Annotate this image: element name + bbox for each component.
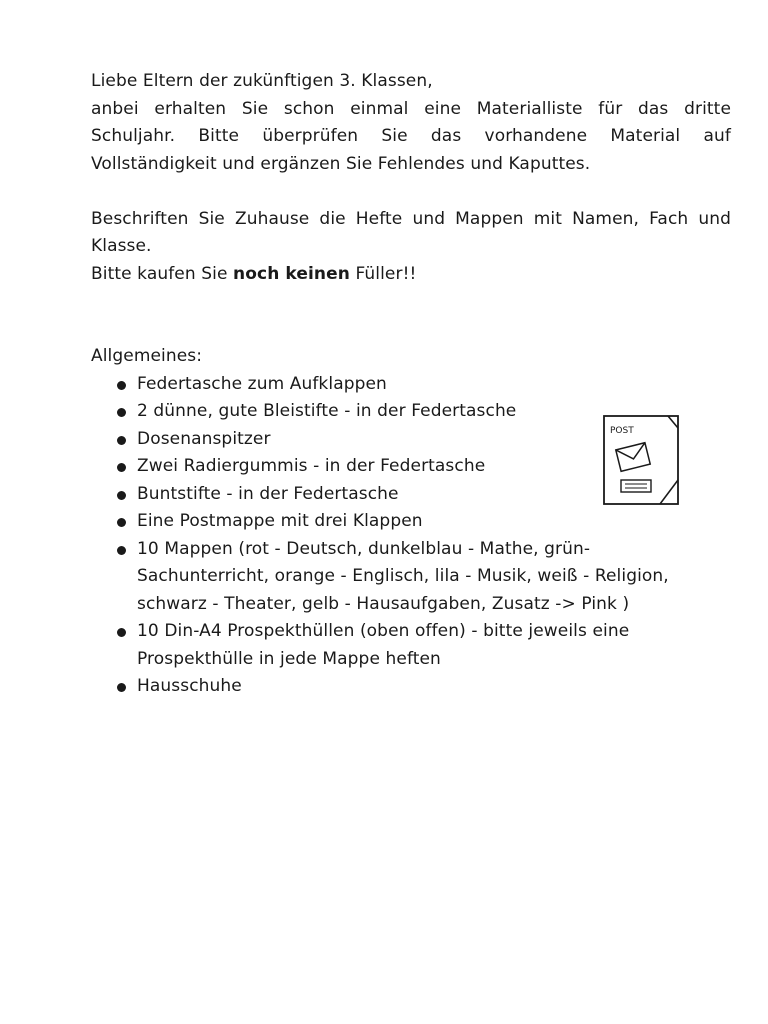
post-folder-icon	[602, 414, 680, 506]
list-item-line: 2 dünne, gute Bleistifte - in der Federtasche	[137, 401, 517, 421]
material-letter	[91, 68, 731, 701]
spacer	[91, 178, 731, 206]
address-label-icon	[621, 480, 651, 492]
list-item	[91, 618, 731, 673]
post-label: POST	[610, 426, 634, 436]
greeting: Liebe Eltern der zukünftigen 3. Klassen,	[91, 71, 433, 91]
list-item-line: Federtasche zum Aufklappen	[137, 373, 387, 394]
list-item	[91, 536, 731, 619]
pen-note-emphasis: noch keinen	[233, 263, 350, 284]
pen-note	[91, 261, 731, 289]
intro-line-1: anbei erhalten Sie schon einmal eine Materialliste für das dritte	[91, 98, 731, 119]
list-item-line: Dosenanspitzer	[137, 428, 271, 449]
general-heading: Allgemeines:	[91, 346, 203, 366]
label-instruction-line-2: Klasse.	[91, 236, 152, 256]
pen-note-before: Bitte kaufen Sie	[91, 263, 234, 284]
label-instruction-line-1: Beschriften Sie Zuhause die Hefte und Mappen mit Namen, Fach und	[91, 208, 731, 229]
list-item-line: Hausschuhe	[137, 676, 242, 696]
list-item	[91, 673, 731, 701]
intro-line-3: Vollständigkeit und ergänzen Sie Fehlendes und Kaputtes.	[91, 153, 591, 174]
list-item-line: 10 Din-A4 Prospekthüllen (oben offen) - bitte jeweils eine	[137, 621, 630, 641]
list-item-line: Sachunterricht, orange - Englisch, lila - Musik, weiß - Religion,	[137, 566, 669, 586]
list-item-line: Zwei Radiergummis - in der Federtasche	[137, 456, 486, 476]
intro-line-2: Schuljahr. Bitte überprüfen Sie das vorhandene Material auf	[91, 126, 731, 146]
list-item	[91, 508, 731, 536]
list-item-line: Buntstifte - in der Federtasche	[137, 483, 399, 504]
list-item-line: Prospekthülle in jede Mappe heften	[137, 648, 441, 669]
list-item-line: schwarz - Theater, gelb - Hausaufgaben, Zusatz -> Pink )	[137, 593, 630, 614]
list-item-line: 10 Mappen (rot - Deutsch, dunkelblau - Mathe, grün-	[137, 538, 591, 559]
list-item	[91, 371, 731, 399]
pen-note-after: Füller!!	[349, 263, 417, 284]
list-item-line: Eine Postmappe mit drei Klappen	[137, 511, 423, 531]
envelope-icon	[616, 443, 650, 472]
spacer	[91, 288, 731, 343]
